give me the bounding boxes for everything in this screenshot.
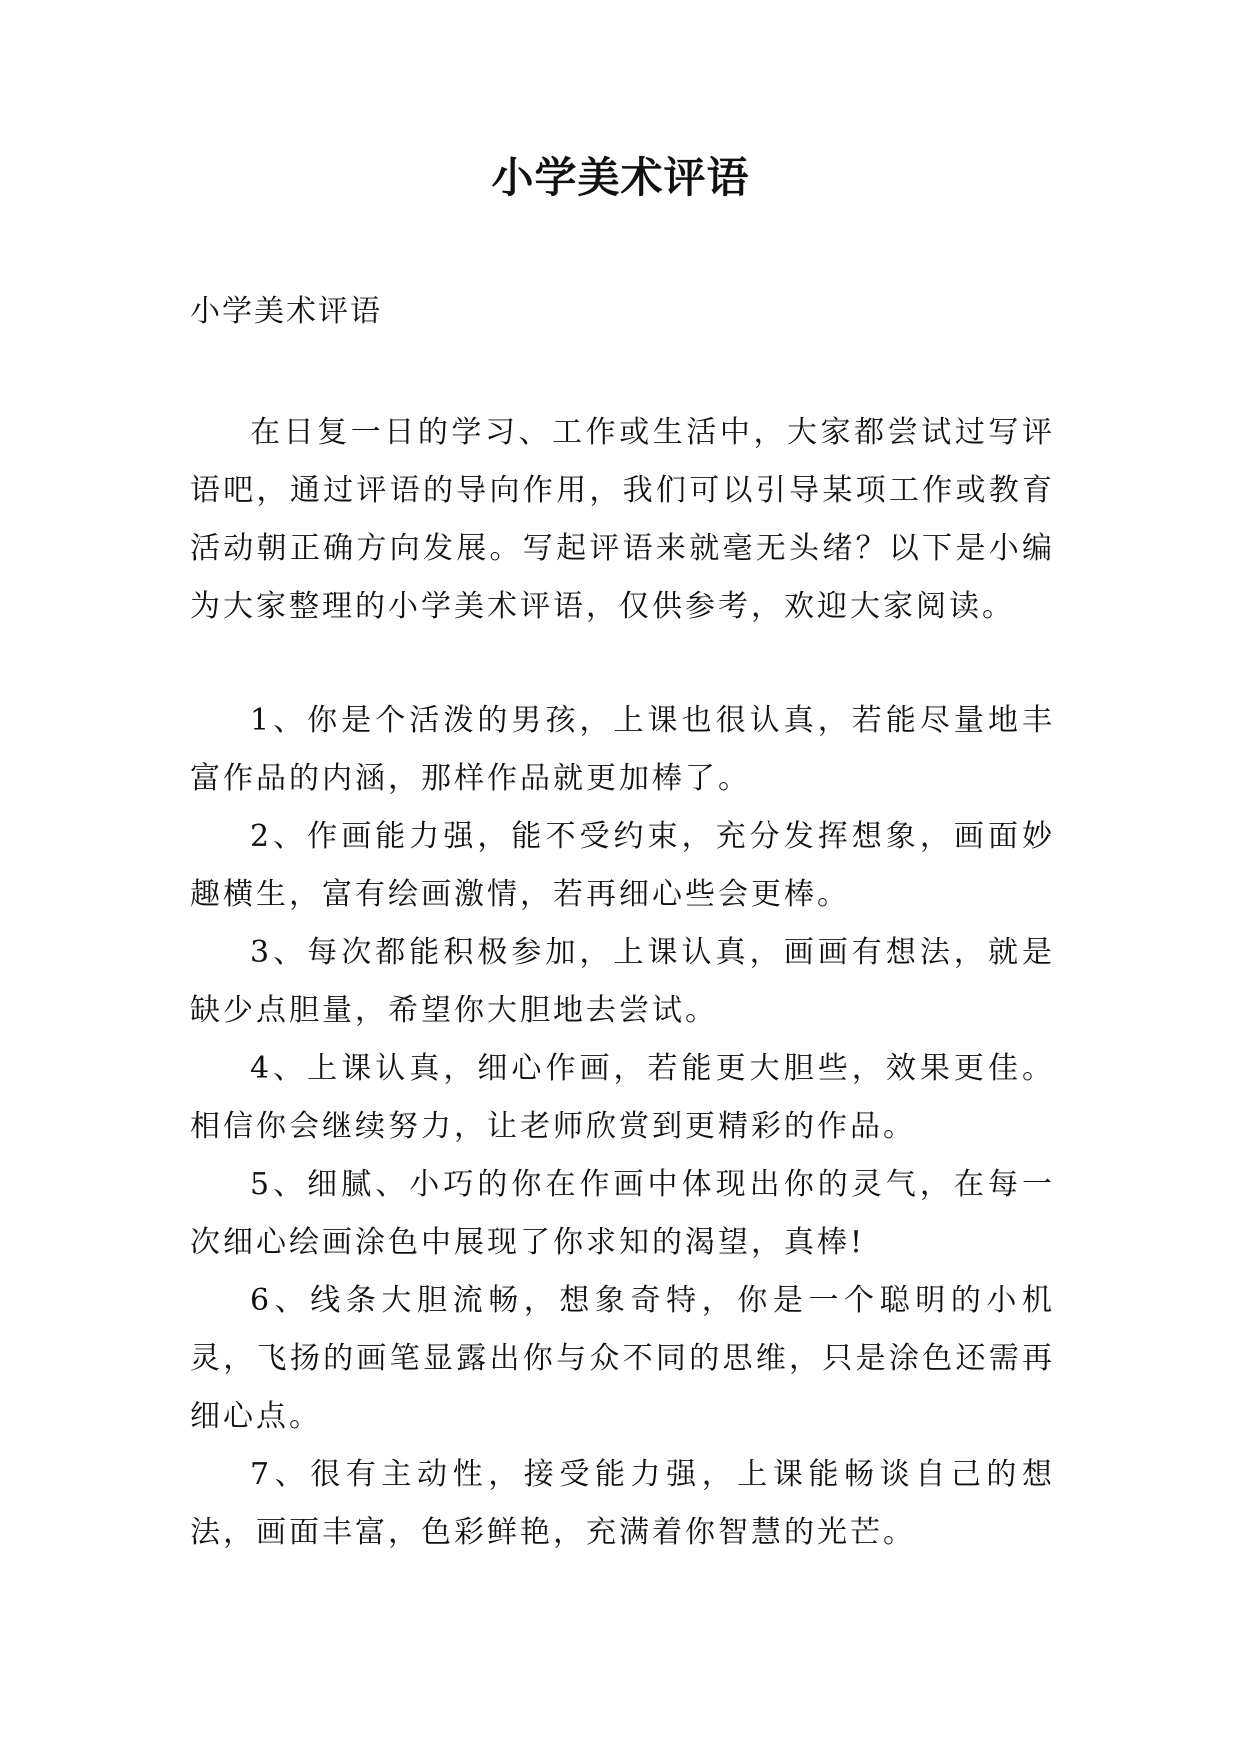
intro-section [190,404,1055,636]
comment-item-4: 4、上课认真，细心作画，若能更大胆些，效果更佳。相信你会继续努力，让老师欣赏到更精彩的作品。 [190,1051,1055,1144]
intro-paragraph: 在日复一日的学习、工作或生活中，大家都尝试过写评语吧，通过评语的导向作用，我们可以引导某项工作或教育活动朝正确方向发展。写起评语来就毫无头绪？以下是小编为大家整理的小学美术评语，仅供参考，欢迎大家阅读。 [190,415,1055,624]
comment-list [190,692,1055,1562]
document-title: 小学美术评语 [491,153,750,202]
document-subtitle: 小学美术评语 [190,294,382,329]
comment-item-1: 1、你是个活泼的男孩，上课也很认真，若能尽量地丰富作品的内涵，那样作品就更加棒了。 [190,703,1055,796]
comment-item-7: 7、很有主动性，接受能力强，上课能畅谈自己的想法，画面丰富，色彩鲜艳，充满着你智慧的光芒。 [190,1457,1055,1550]
comment-item-6: 6、线条大胆流畅，想象奇特，你是一个聪明的小机灵，飞扬的画笔显露出你与众不同的思维，只是涂色还需再细心点。 [190,1283,1055,1434]
comment-item-5: 5、细腻、小巧的你在作画中体现出你的灵气，在每一次细心绘画涂色中展现了你求知的渴望，真棒! [190,1167,1055,1260]
comment-item-3: 3、每次都能积极参加，上课认真，画画有想法，就是缺少点胆量，希望你大胆地去尝试。 [190,935,1055,1028]
comment-item-2: 2、作画能力强，能不受约束，充分发挥想象，画面妙趣横生，富有绘画激情，若再细心些会更棒。 [190,819,1055,912]
